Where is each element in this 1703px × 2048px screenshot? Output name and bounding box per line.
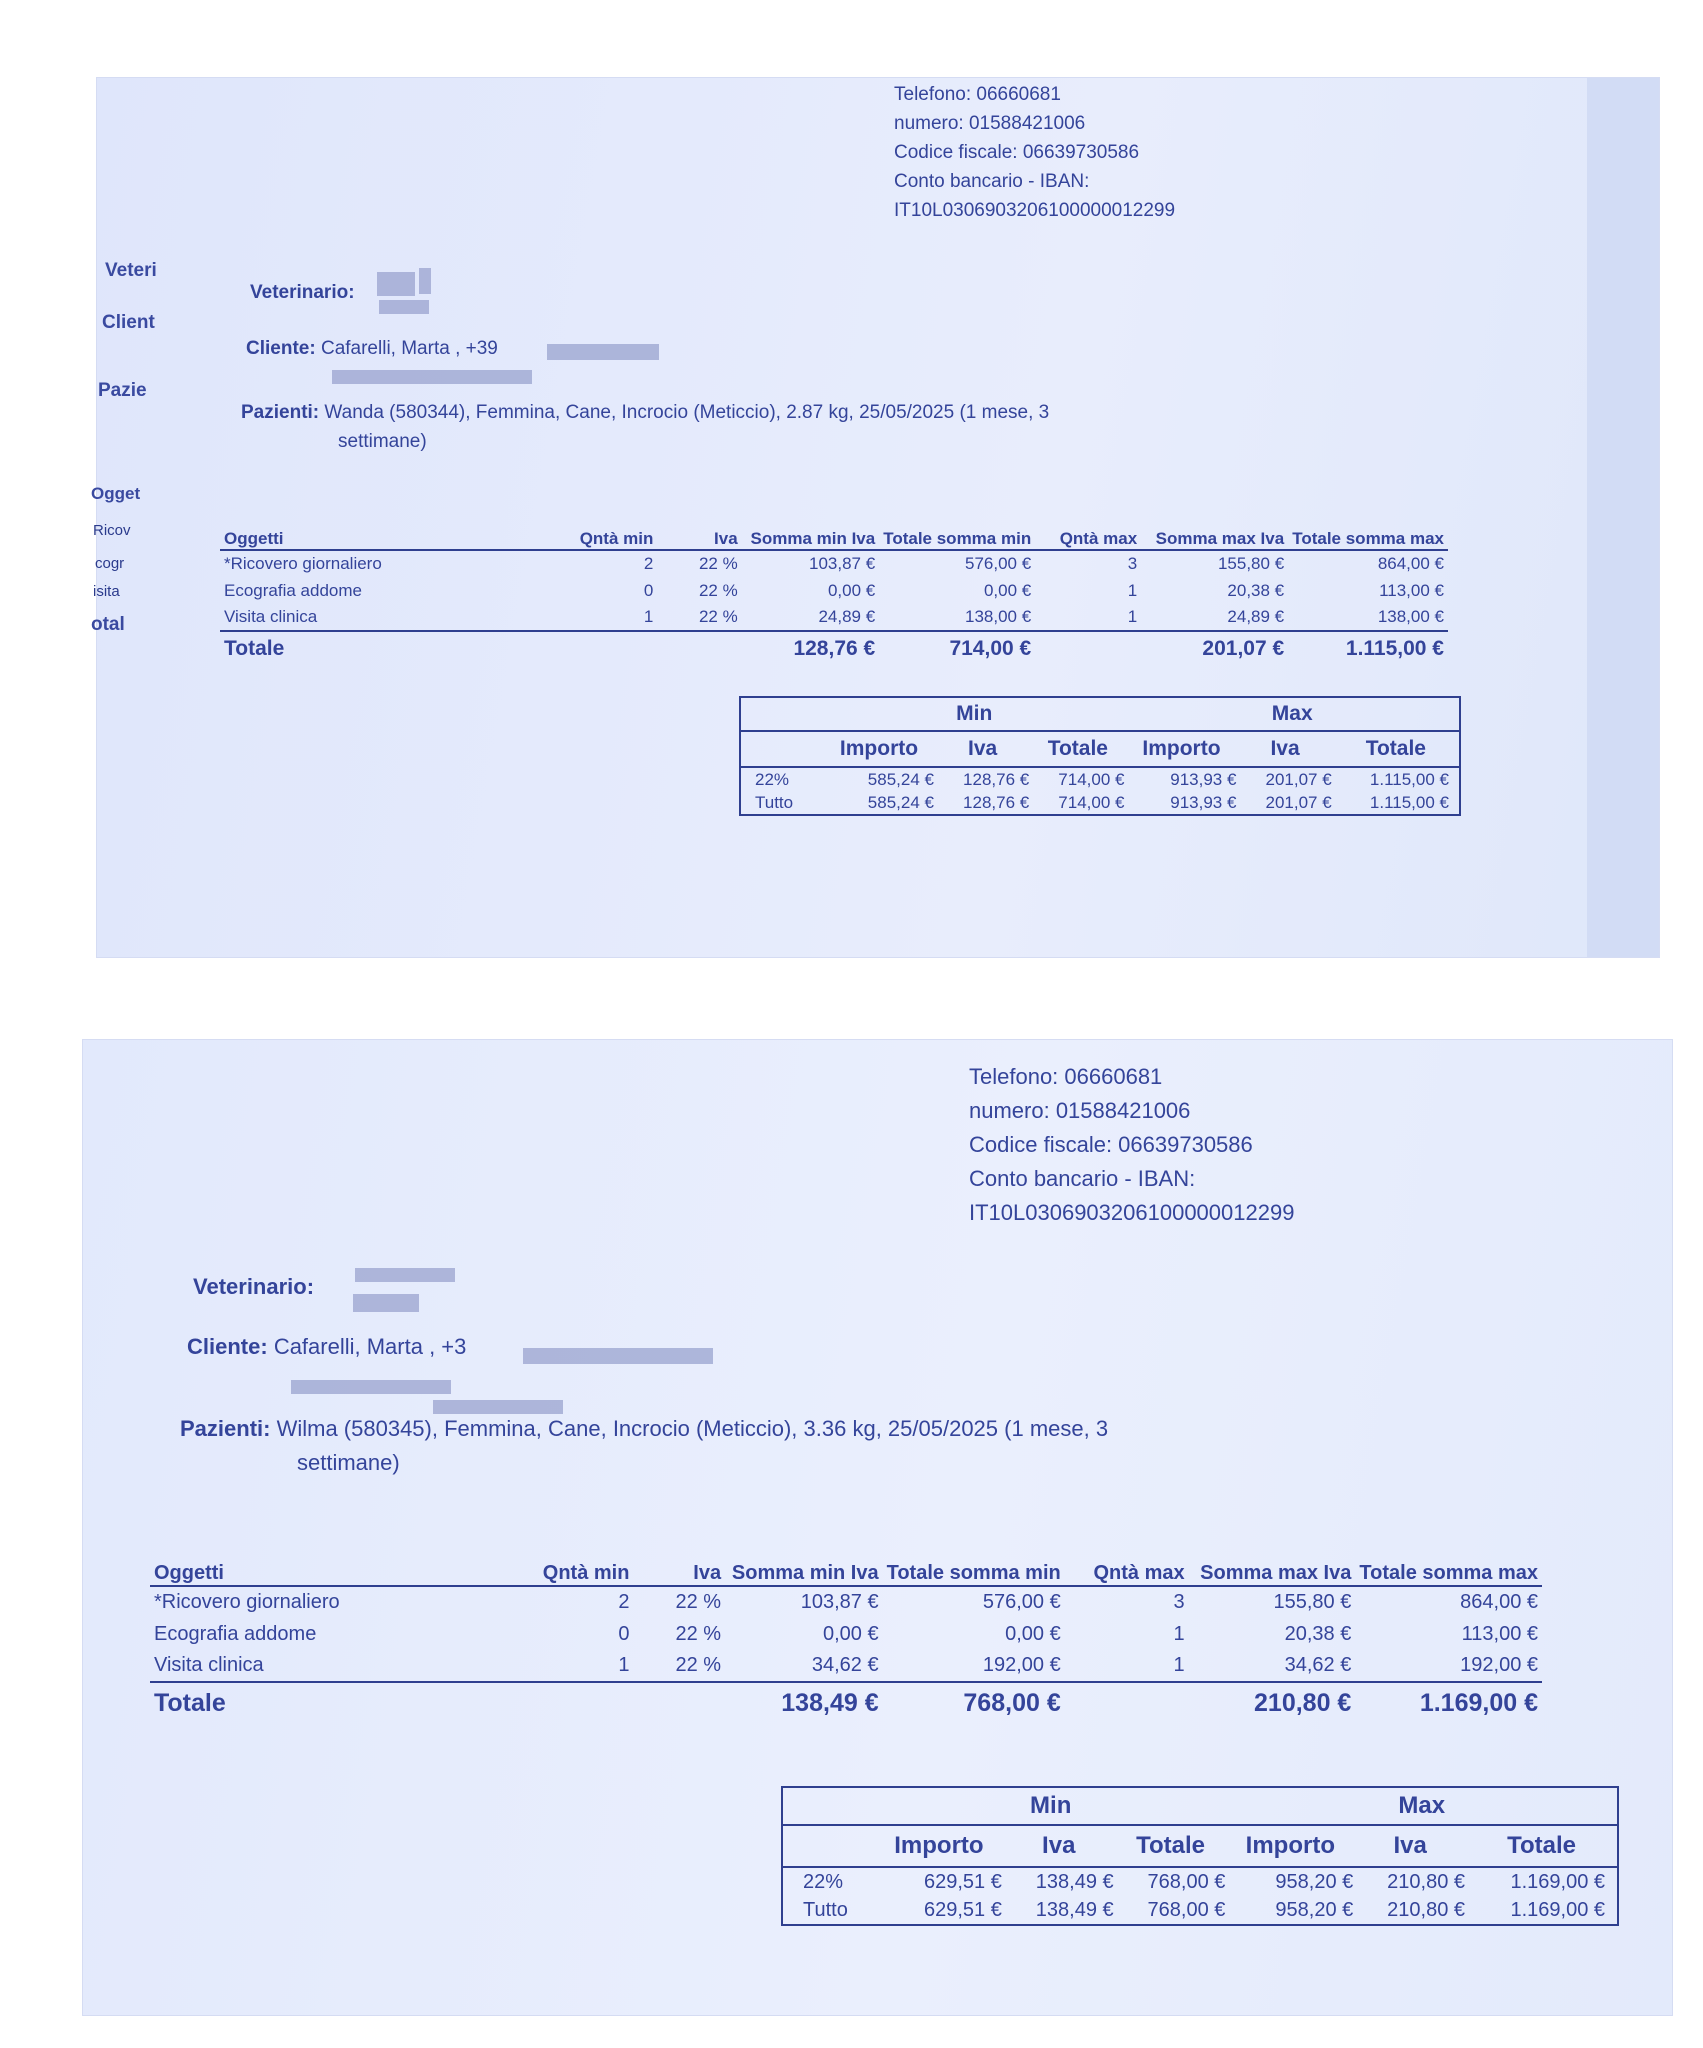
cell: 0,00 € <box>823 1622 879 1645</box>
cell: 22 % <box>698 607 738 626</box>
totale-somma-max-iva: 201,07 € <box>1202 636 1285 660</box>
cell: 958,20 € <box>1275 1898 1354 1921</box>
cell: 1.115,00 € <box>1369 769 1449 789</box>
summary-col: Importo <box>823 731 935 767</box>
cell: 22 % <box>675 1591 722 1613</box>
summary-table <box>739 696 1461 816</box>
items-table <box>220 500 1448 665</box>
header-numero: numero: 01588421006 <box>969 1098 1191 1123</box>
cell: 103,87 € <box>809 554 876 573</box>
col-somma-max-iva: Somma max Iva <box>1200 1562 1352 1584</box>
cell: Ecografia addome <box>224 580 362 600</box>
table-row <box>150 1650 1542 1682</box>
cell: 629,51 € <box>923 1870 1002 1893</box>
col-iva: Iva <box>714 529 738 549</box>
header-numero: numero: 01588421006 <box>894 113 1086 134</box>
cell: 192,00 € <box>982 1654 1061 1676</box>
summary-col: Importo <box>875 1825 1003 1867</box>
totale-somma-min-iva: 138,49 € <box>781 1689 879 1717</box>
side-stub-pazienti: Pazie <box>98 380 147 401</box>
cell: 113,00 € <box>1379 580 1444 600</box>
header-iban: IT10L0306903206100000012299 <box>894 200 1176 221</box>
redacted-veterinario-name <box>379 300 429 314</box>
cell: 113,00 € <box>1461 1622 1538 1645</box>
redacted-veterinario-name <box>355 1268 455 1282</box>
cell: 576,00 € <box>982 1591 1061 1613</box>
side-stub-ricovero: Ricov <box>93 522 131 539</box>
cell: 22 % <box>698 580 738 600</box>
summary-col: Importo <box>1125 731 1237 767</box>
cliente-value: Cafarelli, Marta , +39 <box>320 338 498 359</box>
page-edge-shadow <box>1587 78 1659 957</box>
cell: 22 % <box>675 1622 722 1645</box>
summary-min-header: Min <box>875 1787 1226 1825</box>
col-totale-somma-max: Totale somma max <box>1359 1562 1538 1584</box>
cell: 958,20 € <box>1275 1870 1354 1893</box>
cell: 0 <box>643 580 654 600</box>
redacted-veterinario-name <box>353 1294 419 1312</box>
header-codice-fiscale: Codice fiscale: 06639730586 <box>969 1132 1253 1157</box>
table-row <box>150 1618 1542 1650</box>
cell: Tutto <box>755 792 794 812</box>
summary-col: Totale <box>1466 1825 1618 1867</box>
cell: 768,00 € <box>1147 1870 1226 1893</box>
cell: 210,80 € <box>1387 1870 1466 1893</box>
side-stub-ecografia: cogr <box>95 555 125 572</box>
side-stub-cliente: Client <box>102 312 155 333</box>
cell: Tutto <box>803 1898 848 1921</box>
cell: 155,80 € <box>1217 554 1285 573</box>
document-page-2 <box>83 1040 1672 2015</box>
cell: 1 <box>1127 580 1138 600</box>
summary-col: Totale <box>1333 731 1460 767</box>
summary-col: Iva <box>1354 1825 1466 1867</box>
cell: 138,00 € <box>1377 607 1444 626</box>
totale-somma-min-iva: 128,76 € <box>793 636 876 660</box>
pazienti-line <box>180 1412 1108 1446</box>
cell: 0,00 € <box>1005 1622 1061 1645</box>
header-conto-bancario: Conto bancario - IBAN: <box>894 171 1090 192</box>
table-row <box>150 1586 1542 1618</box>
cell: 714,00 € <box>1058 769 1125 789</box>
redacted-cliente-email <box>332 370 532 384</box>
totale-somma-max: 1.115,00 € <box>1345 636 1444 660</box>
cell: 155,80 € <box>1273 1591 1352 1613</box>
cell: Visita clinica <box>224 607 318 626</box>
summary-table <box>781 1786 1619 1926</box>
summary-row <box>740 791 1460 815</box>
cell: 864,00 € <box>1460 1591 1538 1613</box>
table-row <box>220 577 1448 604</box>
cliente-line <box>246 334 498 363</box>
cell: 1 <box>1127 607 1138 626</box>
col-qnta-max: Qntà max <box>1093 1562 1185 1584</box>
pazienti-value-cont: settimane) <box>338 431 427 452</box>
cell: 1 <box>618 1654 630 1676</box>
cell: 576,00 € <box>965 554 1032 573</box>
cell: 34,62 € <box>1284 1654 1352 1676</box>
cell: *Ricovero giornaliero <box>224 554 382 573</box>
cell: 3 <box>1173 1591 1185 1613</box>
cell: Visita clinica <box>154 1654 264 1676</box>
redacted-veterinario-name <box>377 272 415 296</box>
totale-label: Totale <box>224 636 285 660</box>
cell: 1.169,00 € <box>1510 1898 1605 1921</box>
totale-row <box>220 631 1448 665</box>
col-somma-min-iva: Somma min Iva <box>750 529 876 549</box>
summary-col: Iva <box>935 731 1030 767</box>
cell: 913,93 € <box>1170 769 1237 789</box>
pazienti-label: Pazienti: <box>180 1416 271 1441</box>
col-oggetti: Oggetti <box>224 529 284 549</box>
col-oggetti: Oggetti <box>154 1562 224 1584</box>
cell: 3 <box>1127 554 1138 573</box>
cell: 1.169,00 € <box>1510 1870 1605 1893</box>
cell: 201,07 € <box>1265 792 1332 812</box>
summary-max-header: Max <box>1125 697 1460 731</box>
side-stub-visita: isita <box>93 583 120 600</box>
totale-somma-min: 768,00 € <box>963 1689 1061 1717</box>
summary-col: Totale <box>1115 1825 1227 1867</box>
pazienti-value: Wanda (580344), Femmina, Cane, Incrocio (Meticcio), 2.87 kg, 25/05/2025 (1 mese, 3 <box>324 402 1050 423</box>
col-totale-somma-min: Totale somma min <box>886 1562 1061 1584</box>
cell: 629,51 € <box>923 1898 1002 1921</box>
cell: 138,49 € <box>1035 1898 1114 1921</box>
veterinario-label: Veterinario: <box>250 282 355 303</box>
header-conto-bancario: Conto bancario - IBAN: <box>969 1166 1196 1191</box>
cell: 210,80 € <box>1387 1898 1466 1921</box>
pazienti-value-cont: settimane) <box>297 1450 400 1475</box>
col-somma-max-iva: Somma max Iva <box>1155 529 1285 549</box>
cell: 34,62 € <box>811 1654 879 1676</box>
header-codice-fiscale: Codice fiscale: 06639730586 <box>894 142 1140 163</box>
cell: *Ricovero giornaliero <box>154 1591 340 1613</box>
summary-col: Importo <box>1226 1825 1354 1867</box>
cell: Ecografia addome <box>154 1622 317 1645</box>
col-totale-somma-max: Totale somma max <box>1292 529 1444 549</box>
col-iva: Iva <box>693 1562 722 1584</box>
cell: 138,00 € <box>965 607 1032 626</box>
cell: 768,00 € <box>1147 1898 1226 1921</box>
cell: 1.115,00 € <box>1369 792 1449 812</box>
cell: 2 <box>618 1591 630 1613</box>
cliente-line <box>187 1330 466 1364</box>
cell: 20,38 € <box>1284 1622 1352 1645</box>
cell: 1 <box>1173 1622 1185 1645</box>
cell: 585,24 € <box>867 792 934 812</box>
summary-row <box>740 767 1460 791</box>
summary-row <box>782 1867 1618 1896</box>
summary-col: Iva <box>1003 1825 1115 1867</box>
cell: 22 % <box>675 1654 722 1676</box>
side-stub-veterinario: Veteri <box>105 260 157 281</box>
header-iban: IT10L0306903206100000012299 <box>969 1200 1295 1225</box>
summary-row <box>782 1896 1618 1925</box>
totale-somma-max-iva: 210,80 € <box>1254 1689 1352 1717</box>
pazienti-line <box>241 398 1049 427</box>
cell: 864,00 € <box>1377 554 1444 573</box>
cell: 714,00 € <box>1058 792 1125 812</box>
col-totale-somma-min: Totale somma min <box>883 529 1032 549</box>
totale-somma-max: 1.169,00 € <box>1419 1689 1538 1717</box>
cell: 0,00 € <box>983 580 1032 600</box>
header-telefono: Telefono: 06660681 <box>969 1064 1163 1089</box>
document-page-1 <box>91 78 1659 957</box>
summary-min-header: Min <box>823 697 1125 731</box>
redacted-cliente-phone <box>523 1348 713 1364</box>
col-qnta-max: Qntà max <box>1059 529 1138 549</box>
cell: 1 <box>1173 1654 1185 1676</box>
pazienti-label: Pazienti: <box>241 402 320 423</box>
summary-col: Totale <box>1030 731 1125 767</box>
col-qnta-min: Qntà min <box>579 529 654 549</box>
cell: 0 <box>618 1622 630 1645</box>
cell: 138,49 € <box>1035 1870 1114 1893</box>
col-somma-min-iva: Somma min Iva <box>731 1562 879 1584</box>
cell: 22% <box>755 769 790 789</box>
cell: 1 <box>643 607 654 626</box>
cell: 128,76 € <box>963 792 1030 812</box>
cell: 22% <box>803 1870 844 1893</box>
cell: 20,38 € <box>1227 580 1285 600</box>
cell: 201,07 € <box>1265 769 1332 789</box>
cell: 24,89 € <box>1227 607 1285 626</box>
veterinario-label: Veterinario: <box>193 1274 315 1299</box>
totale-row <box>150 1682 1542 1724</box>
summary-max-header: Max <box>1226 1787 1618 1825</box>
cell: 24,89 € <box>818 607 876 626</box>
cell: 128,76 € <box>963 769 1030 789</box>
cliente-label: Cliente: <box>246 338 316 359</box>
redacted-cliente-phone <box>547 344 659 360</box>
redacted-veterinario-name <box>419 268 431 294</box>
cliente-label: Cliente: <box>187 1334 268 1359</box>
cliente-value: Cafarelli, Marta , +3 <box>273 1334 467 1359</box>
totale-somma-min: 714,00 € <box>949 636 1032 660</box>
cell: 103,87 € <box>800 1591 879 1613</box>
items-table <box>150 1528 1542 1724</box>
col-qnta-min: Qntà min <box>542 1562 630 1584</box>
cell: 0,00 € <box>827 580 876 600</box>
cell: 585,24 € <box>867 769 934 789</box>
cell: 22 % <box>698 554 738 573</box>
side-stub-totale: otal <box>91 614 125 635</box>
totale-label: Totale <box>154 1689 226 1717</box>
table-row <box>220 604 1448 631</box>
cell: 2 <box>643 554 654 573</box>
summary-col: Iva <box>1237 731 1332 767</box>
redacted-cliente-email <box>291 1380 451 1394</box>
cell: 913,93 € <box>1170 792 1237 812</box>
table-row <box>220 550 1448 577</box>
header-telefono: Telefono: 06660681 <box>894 84 1061 105</box>
pazienti-value: Wilma (580345), Femmina, Cane, Incrocio (Meticcio), 3.36 kg, 25/05/2025 (1 mese, 3 <box>276 1416 1109 1441</box>
side-stub-oggetti: Ogget <box>91 484 141 503</box>
cell: 192,00 € <box>1460 1654 1538 1676</box>
